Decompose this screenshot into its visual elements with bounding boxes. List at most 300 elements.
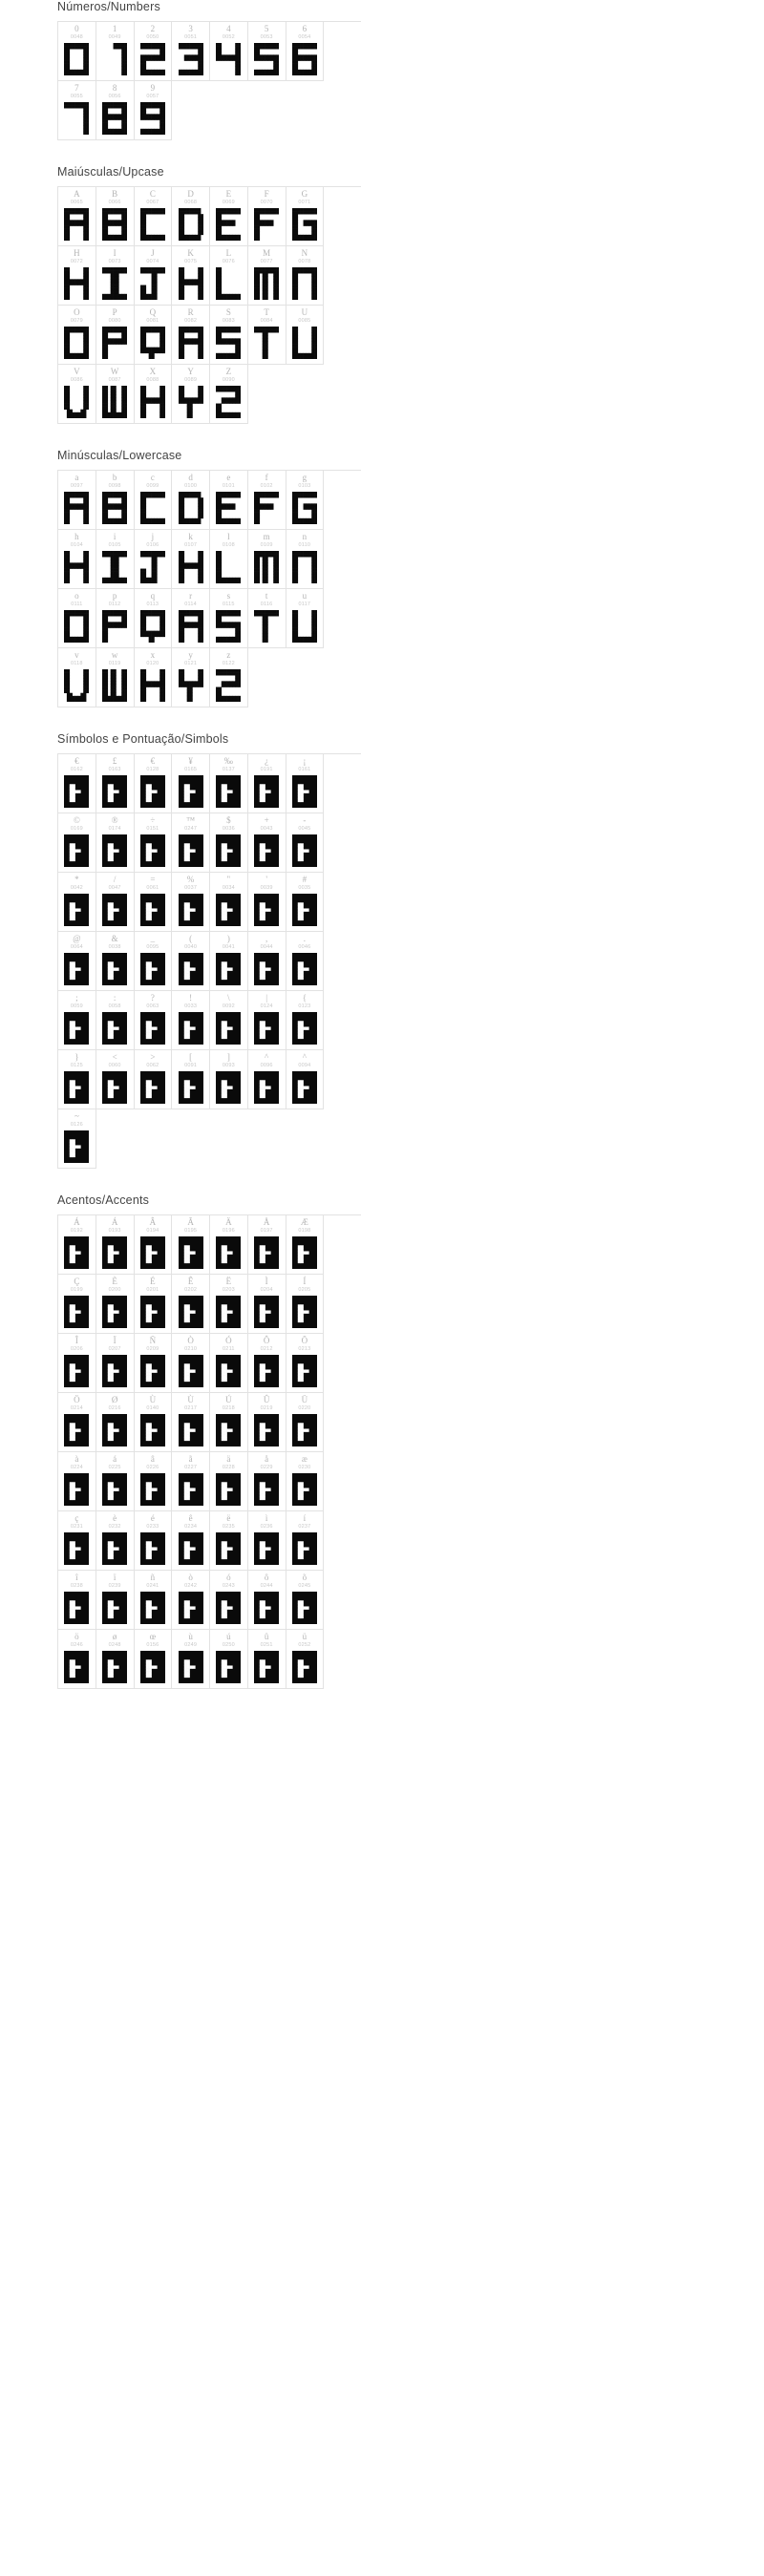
glyph-char-label: a	[74, 473, 79, 482]
glyph-preview-L	[216, 267, 241, 300]
glyph-code-label: 0126	[70, 1122, 83, 1128]
glyph-cell[interactable]	[172, 22, 210, 81]
glyph-char-label: ¥	[188, 756, 193, 766]
glyph-cell[interactable]	[172, 873, 210, 932]
glyph-code-label: 0169	[70, 826, 83, 832]
glyph-preview-notdef	[292, 775, 317, 808]
glyph-cell[interactable]	[172, 1511, 210, 1571]
glyph-char-label: Á	[74, 1217, 80, 1227]
glyph-preview-notdef	[254, 1651, 279, 1683]
glyph-char-label: W	[110, 367, 119, 376]
glyph-cell[interactable]	[286, 754, 325, 813]
glyph-char-label: -	[303, 815, 307, 825]
glyph-cell[interactable]	[96, 1334, 135, 1393]
glyph-cell[interactable]	[96, 1630, 135, 1689]
glyph-code-label: 0074	[146, 259, 159, 264]
glyph-code-label: 0238	[70, 1583, 83, 1589]
glyph-cell[interactable]	[58, 1393, 96, 1452]
glyph-preview-notdef	[140, 1355, 165, 1387]
glyph-preview-Y	[179, 669, 203, 702]
glyph-cell[interactable]	[96, 81, 135, 140]
glyph-cell[interactable]	[172, 991, 210, 1050]
glyph-preview-notdef	[64, 1651, 89, 1683]
glyph-cell[interactable]	[96, 754, 135, 813]
glyph-cell[interactable]	[210, 589, 248, 648]
glyph-preview-notdef	[102, 1532, 127, 1565]
glyph-cell[interactable]	[210, 187, 248, 246]
glyph-cell[interactable]	[248, 246, 286, 306]
glyph-char-label: e	[226, 473, 231, 482]
glyph-cell[interactable]	[286, 471, 325, 530]
glyph-code-label: 0194	[146, 1228, 159, 1234]
glyph-cell[interactable]	[58, 1109, 96, 1169]
glyph-code-label: 0070	[260, 200, 273, 205]
glyph-preview-notdef	[216, 1296, 241, 1328]
glyph-code-label: 0239	[108, 1583, 121, 1589]
glyph-cell[interactable]	[58, 1050, 96, 1109]
glyph-cell[interactable]	[58, 1452, 96, 1511]
section-title-numbers: Números/Numbers	[57, 0, 160, 13]
glyph-cell[interactable]	[286, 1511, 325, 1571]
glyph-preview-notdef	[140, 834, 165, 867]
glyph-char-label: f	[265, 473, 268, 482]
glyph-cell[interactable]	[248, 932, 286, 991]
glyph-cell[interactable]	[286, 991, 325, 1050]
glyph-preview-notdef	[292, 1592, 317, 1624]
glyph-char-label: k	[188, 532, 193, 541]
glyph-cell[interactable]	[286, 1215, 325, 1275]
glyph-cell[interactable]	[58, 530, 96, 589]
glyph-char-label: q	[150, 591, 156, 601]
glyph-cell[interactable]	[58, 471, 96, 530]
glyph-code-label: 0103	[298, 483, 311, 489]
glyph-cell[interactable]	[96, 365, 135, 424]
glyph-char-label: M	[263, 248, 271, 258]
glyph-code-label: 0093	[222, 1063, 235, 1068]
glyph-cell[interactable]	[248, 187, 286, 246]
glyph-cell[interactable]	[58, 932, 96, 991]
glyph-preview-notdef	[64, 1355, 89, 1387]
glyph-code-label: 0097	[70, 483, 83, 489]
glyph-cell[interactable]	[210, 1275, 248, 1334]
glyph-preview-notdef	[64, 1592, 89, 1624]
glyph-cell[interactable]	[286, 246, 325, 306]
glyph-cell[interactable]	[286, 873, 325, 932]
glyph-cell[interactable]	[96, 246, 135, 306]
glyph-cell[interactable]	[96, 187, 135, 246]
glyph-cell[interactable]	[172, 471, 210, 530]
glyph-preview-notdef	[216, 1651, 241, 1683]
glyph-code-label: 0211	[223, 1346, 235, 1352]
glyph-cell[interactable]	[135, 932, 173, 991]
glyph-code-label: 0045	[298, 826, 311, 832]
glyph-preview-notdef	[102, 1355, 127, 1387]
glyph-cell[interactable]	[96, 991, 135, 1050]
glyph-code-label: 0218	[222, 1405, 235, 1411]
glyph-cell[interactable]	[172, 1334, 210, 1393]
section-uppercase	[0, 165, 764, 424]
glyph-cell[interactable]	[58, 81, 96, 140]
glyph-preview-notdef	[216, 834, 241, 867]
glyph-code-label: 0117	[298, 602, 311, 607]
glyph-char-label: ë	[226, 1513, 231, 1523]
glyph-preview-notdef	[216, 1414, 241, 1446]
glyph-cell[interactable]	[58, 1630, 96, 1689]
glyph-preview-S	[216, 327, 241, 359]
section-title-lowercase: Minúsculas/Lowercase	[57, 449, 182, 462]
glyph-char-label: Í	[303, 1277, 307, 1286]
glyph-char-label: 9	[150, 83, 156, 93]
glyph-cell[interactable]	[248, 1630, 286, 1689]
glyph-cell[interactable]	[286, 1452, 325, 1511]
glyph-cell[interactable]	[248, 1215, 286, 1275]
glyph-cell[interactable]	[135, 471, 173, 530]
glyph-preview-notdef	[102, 1236, 127, 1269]
glyph-cell[interactable]	[135, 1275, 173, 1334]
glyph-cell[interactable]	[286, 589, 325, 648]
glyph-code-label: 0137	[222, 767, 235, 772]
glyph-char-label: 7	[74, 83, 79, 93]
glyph-cell[interactable]	[172, 1630, 210, 1689]
glyph-cell[interactable]	[248, 471, 286, 530]
glyph-cell[interactable]	[286, 187, 325, 246]
glyph-cell[interactable]	[96, 1393, 135, 1452]
glyph-preview-P	[102, 610, 127, 643]
glyph-preview-notdef	[292, 1236, 317, 1269]
glyph-grid-accents	[57, 1214, 361, 1689]
glyph-char-label: &	[111, 934, 118, 943]
glyph-cell[interactable]	[58, 873, 96, 932]
glyph-cell[interactable]	[135, 1393, 173, 1452]
glyph-cell[interactable]	[96, 932, 135, 991]
glyph-char-label: 0	[74, 24, 79, 33]
glyph-char-label: 1	[112, 24, 117, 33]
glyph-cell[interactable]	[96, 873, 135, 932]
glyph-cell[interactable]	[210, 22, 248, 81]
glyph-char-label: |	[265, 993, 268, 1003]
glyph-cell[interactable]	[210, 813, 248, 873]
glyph-cell[interactable]	[58, 1571, 96, 1630]
glyph-preview-B	[102, 208, 127, 241]
glyph-cell[interactable]	[135, 1511, 173, 1571]
glyph-code-label: 0060	[108, 1063, 121, 1068]
glyph-char-label: V	[74, 367, 80, 376]
glyph-char-label: C	[149, 189, 156, 199]
glyph-cell[interactable]	[96, 1571, 135, 1630]
glyph-code-label: 0232	[108, 1524, 121, 1530]
glyph-cell[interactable]	[58, 365, 96, 424]
glyph-preview-notdef	[292, 1473, 317, 1506]
glyph-cell[interactable]	[58, 991, 96, 1050]
glyph-cell[interactable]	[210, 873, 248, 932]
glyph-cell[interactable]	[172, 187, 210, 246]
glyph-cell[interactable]	[286, 932, 325, 991]
glyph-code-label: 0128	[146, 767, 159, 772]
glyph-cell[interactable]	[172, 1050, 210, 1109]
glyph-code-label: 0120	[146, 661, 159, 666]
glyph-preview-B	[102, 492, 127, 524]
glyph-code-label: 0119	[108, 661, 121, 666]
glyph-cell[interactable]	[172, 246, 210, 306]
glyph-char-label: Ã	[187, 1217, 194, 1227]
glyph-cell[interactable]	[172, 365, 210, 424]
glyph-cell[interactable]	[135, 873, 173, 932]
glyph-cell[interactable]	[210, 991, 248, 1050]
glyph-preview-notdef	[64, 1236, 89, 1269]
glyph-cell[interactable]	[96, 306, 135, 365]
glyph-code-label: 0216	[108, 1405, 121, 1411]
glyph-cell[interactable]	[172, 1215, 210, 1275]
glyph-char-label: ù	[188, 1632, 193, 1641]
glyph-cell[interactable]	[58, 1275, 96, 1334]
glyph-preview-notdef	[216, 1473, 241, 1506]
glyph-preview-notdef	[140, 1651, 165, 1683]
glyph-cell[interactable]	[248, 813, 286, 873]
glyph-char-label: G	[301, 189, 308, 199]
glyph-char-label: U	[301, 307, 308, 317]
glyph-cell[interactable]	[58, 22, 96, 81]
glyph-char-label: Ç	[74, 1277, 80, 1286]
glyph-cell[interactable]	[248, 873, 286, 932]
glyph-cell[interactable]	[135, 648, 173, 707]
glyph-cell[interactable]	[248, 754, 286, 813]
glyph-cell[interactable]	[58, 246, 96, 306]
glyph-char-label: â	[150, 1454, 155, 1464]
glyph-cell[interactable]	[172, 813, 210, 873]
glyph-char-label: 3	[188, 24, 193, 33]
glyph-cell[interactable]	[248, 306, 286, 365]
glyph-cell[interactable]	[210, 1511, 248, 1571]
glyph-cell[interactable]	[286, 813, 325, 873]
glyph-cell[interactable]	[286, 1571, 325, 1630]
glyph-char-label: ,	[265, 934, 268, 943]
glyph-char-label: +	[264, 815, 269, 825]
glyph-cell[interactable]	[135, 1452, 173, 1511]
glyph-preview-C	[140, 208, 165, 241]
glyph-cell[interactable]	[248, 1393, 286, 1452]
glyph-char-label: '	[265, 875, 267, 884]
glyph-cell[interactable]	[248, 22, 286, 81]
glyph-cell[interactable]	[286, 1630, 325, 1689]
glyph-cell[interactable]	[210, 530, 248, 589]
glyph-cell[interactable]	[96, 1275, 135, 1334]
glyph-cell[interactable]	[96, 813, 135, 873]
glyph-cell[interactable]	[286, 1050, 325, 1109]
glyph-cell[interactable]	[96, 1511, 135, 1571]
glyph-cell[interactable]	[58, 754, 96, 813]
glyph-cell[interactable]	[248, 1275, 286, 1334]
glyph-code-label: 0078	[298, 259, 311, 264]
glyph-cell[interactable]	[210, 365, 248, 424]
glyph-cell[interactable]	[210, 1050, 248, 1109]
glyph-cell[interactable]	[172, 1571, 210, 1630]
glyph-cell[interactable]	[58, 648, 96, 707]
glyph-cell[interactable]	[210, 471, 248, 530]
glyph-cell[interactable]	[58, 1511, 96, 1571]
glyph-char-label: ¡	[303, 756, 307, 766]
section-symbols	[0, 732, 764, 1169]
glyph-cell[interactable]	[248, 991, 286, 1050]
glyph-code-label: 0087	[108, 377, 121, 383]
glyph-code-label: 0044	[260, 944, 273, 950]
glyph-preview-R	[179, 327, 203, 359]
glyph-cell[interactable]	[172, 530, 210, 589]
glyph-code-label: 0244	[260, 1583, 273, 1589]
glyph-code-label: 0225	[108, 1465, 121, 1470]
glyph-code-label: 0063	[146, 1003, 159, 1009]
glyph-char-label: È	[112, 1277, 117, 1286]
glyph-cell[interactable]	[210, 1452, 248, 1511]
glyph-char-label: Õ	[301, 1336, 308, 1345]
glyph-cell[interactable]	[172, 589, 210, 648]
glyph-cell[interactable]	[96, 1452, 135, 1511]
glyph-cell[interactable]	[58, 1215, 96, 1275]
glyph-cell[interactable]	[58, 1334, 96, 1393]
glyph-cell[interactable]	[96, 471, 135, 530]
glyph-cell[interactable]	[172, 754, 210, 813]
glyph-cell[interactable]	[96, 589, 135, 648]
glyph-cell[interactable]	[135, 530, 173, 589]
glyph-code-label: 0079	[70, 318, 83, 324]
glyph-cell[interactable]	[248, 1050, 286, 1109]
glyph-char-label: {	[302, 993, 308, 1003]
glyph-code-label: 0102	[260, 483, 273, 489]
glyph-cell[interactable]	[172, 932, 210, 991]
glyph-preview-U	[292, 327, 317, 359]
glyph-cell[interactable]	[248, 1334, 286, 1393]
glyph-cell[interactable]	[210, 932, 248, 991]
glyph-cell[interactable]	[135, 1050, 173, 1109]
glyph-cell[interactable]	[135, 1334, 173, 1393]
glyph-cell[interactable]	[286, 1393, 325, 1452]
glyph-cell[interactable]	[135, 81, 173, 140]
glyph-cell[interactable]	[248, 589, 286, 648]
glyph-preview-notdef	[292, 834, 317, 867]
glyph-cell[interactable]	[135, 187, 173, 246]
glyph-cell[interactable]	[210, 648, 248, 707]
glyph-cell[interactable]	[248, 1571, 286, 1630]
glyph-cell[interactable]	[135, 813, 173, 873]
glyph-preview-notdef	[292, 1071, 317, 1104]
glyph-cell[interactable]	[172, 648, 210, 707]
glyph-cell[interactable]	[96, 1050, 135, 1109]
glyph-code-label: 0237	[298, 1524, 311, 1530]
glyph-cell[interactable]	[286, 22, 325, 81]
glyph-preview-C	[140, 492, 165, 524]
glyph-cell[interactable]	[135, 1215, 173, 1275]
glyph-cell[interactable]	[210, 1215, 248, 1275]
glyph-char-label: %	[186, 875, 195, 884]
glyph-code-label: 0053	[260, 34, 273, 40]
glyph-cell[interactable]	[96, 22, 135, 81]
glyph-preview-notdef	[140, 1296, 165, 1328]
glyph-preview-K	[179, 267, 203, 300]
glyph-cell[interactable]	[135, 589, 173, 648]
glyph-cell[interactable]	[135, 22, 173, 81]
glyph-cell[interactable]	[286, 306, 325, 365]
glyph-cell[interactable]	[58, 813, 96, 873]
glyph-preview-notdef	[292, 1532, 317, 1565]
glyph-code-label: 0061	[146, 885, 159, 891]
glyph-char-label: #	[302, 875, 308, 884]
glyph-cell[interactable]	[96, 530, 135, 589]
glyph-cell[interactable]	[135, 991, 173, 1050]
glyph-code-label: 0041	[222, 944, 235, 950]
glyph-preview-notdef	[216, 1355, 241, 1387]
glyph-cell[interactable]	[248, 530, 286, 589]
glyph-cell[interactable]	[135, 754, 173, 813]
glyph-cell[interactable]	[135, 1630, 173, 1689]
glyph-char-label: s	[226, 591, 231, 601]
glyph-char-label: >	[150, 1052, 156, 1062]
glyph-preview-notdef	[102, 1473, 127, 1506]
glyph-preview-notdef	[179, 1414, 203, 1446]
glyph-cell[interactable]	[210, 1571, 248, 1630]
glyph-cell[interactable]	[286, 1334, 325, 1393]
glyph-code-label: 0036	[222, 826, 235, 832]
glyph-char-label: î	[75, 1573, 78, 1582]
glyph-preview-notdef	[102, 1071, 127, 1104]
glyph-cell[interactable]	[210, 1630, 248, 1689]
glyph-cell[interactable]	[172, 306, 210, 365]
glyph-cell[interactable]	[135, 246, 173, 306]
glyph-char-label: ?	[150, 993, 155, 1003]
glyph-cell[interactable]	[286, 530, 325, 589]
glyph-cell[interactable]	[58, 306, 96, 365]
glyph-preview-notdef	[254, 1592, 279, 1624]
glyph-char-label: ¿	[265, 756, 269, 766]
glyph-code-label: 0248	[108, 1642, 121, 1648]
glyph-cell[interactable]	[210, 1334, 248, 1393]
glyph-cell[interactable]	[248, 1511, 286, 1571]
glyph-code-label: 0106	[146, 542, 159, 548]
glyph-preview-five	[254, 43, 279, 75]
glyph-cell[interactable]	[210, 306, 248, 365]
glyph-char-label: ì	[265, 1513, 268, 1523]
glyph-char-label: i	[113, 532, 117, 541]
glyph-preview-notdef	[216, 1236, 241, 1269]
glyph-cell[interactable]	[210, 754, 248, 813]
glyph-cell[interactable]	[172, 1275, 210, 1334]
glyph-char-label: ü	[302, 1632, 308, 1641]
glyph-cell[interactable]	[172, 1452, 210, 1511]
glyph-char-label: ]	[226, 1052, 230, 1062]
glyph-char-label: K	[187, 248, 194, 258]
glyph-code-label: 0099	[146, 483, 159, 489]
glyph-cell[interactable]	[210, 246, 248, 306]
glyph-cell[interactable]	[210, 1393, 248, 1452]
glyph-code-label: 0113	[146, 602, 159, 607]
section-lowercase	[0, 449, 764, 707]
glyph-cell[interactable]	[58, 589, 96, 648]
glyph-cell[interactable]	[96, 1215, 135, 1275]
glyph-char-label: r	[189, 591, 193, 601]
glyph-preview-notdef	[254, 894, 279, 926]
glyph-preview-Z	[216, 386, 241, 418]
glyph-cell[interactable]	[248, 1452, 286, 1511]
glyph-char-label: E	[225, 189, 232, 199]
glyph-cell[interactable]	[96, 648, 135, 707]
glyph-cell[interactable]	[135, 365, 173, 424]
glyph-cell[interactable]	[172, 1393, 210, 1452]
glyph-code-label: 0104	[70, 542, 83, 548]
glyph-char-label: Ò	[187, 1336, 194, 1345]
glyph-cell[interactable]	[135, 306, 173, 365]
glyph-char-label: w	[111, 650, 118, 660]
glyph-cell[interactable]	[58, 187, 96, 246]
glyph-cell[interactable]	[286, 1275, 325, 1334]
glyph-cell[interactable]	[135, 1571, 173, 1630]
